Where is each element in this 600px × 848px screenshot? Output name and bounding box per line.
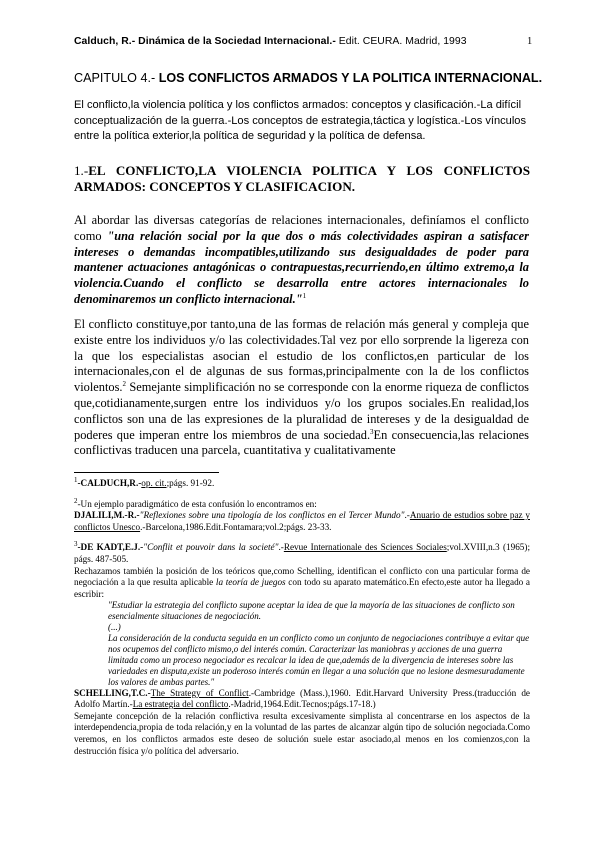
footnote-3-text-1a: Rechazamos también la posición de los teóricos que,como Schelling, identifican el conflicto con una particular forma de negociación a la que resulta aplicable [74,565,530,588]
schelling-citation [74,688,530,711]
footnote-3-title: "Conflit et pouvoir dans la societé" [143,542,279,553]
chapter-heading: LOS CONFLICTOS ARMADOS Y LA POLITICA INTERNACIONAL. [158,71,543,85]
footnote-2-intro-line [74,496,530,511]
footnote-3-journal: Revue Internationale des Sciences Sociales [283,542,447,553]
paragraph-2-part-3: En consecuencia,las relaciones conflictivas traducen una parcela, cuantitativa y cualitativamente [74,427,529,458]
footnote-2-title: "Reflexiones sobre una tipología de los conflictos en el Tercer Mundo" [139,510,405,521]
quote-ellipsis: (...) [108,622,121,633]
schelling-rest-2: .-Madrid,1964.Edit.Tecnos;págs.17-18.) [228,699,376,710]
footnote-3-rest: ;vol.XVIII,n.3 (1965); págs. 487-505. [74,542,531,564]
footnote-3-sep: .- [278,542,284,553]
schelling-translation: La estrategia del conflicto [132,699,229,710]
footnote-3-author: -DE KADT,E.J.- [77,542,144,553]
conflict-definition: "una relación social por la que dos o más colectividades aspiran a satisfacer intereses o demandas incompatibles,utilizando sus desigualdades de poder para mantener actuaciones antagónicas o contrapuestas,recurriendo,en último extremo,a la violencia.Cuando el conflicto se desarrolla entre actores internacionales lo denominaremos un conflicto internacional." [74,228,529,306]
chapter-summary: El conflicto,la violencia política y los conflictos armados: conceptos y clasificación.-La difícil conceptualización de la guerra.-Los conceptos de estrategia,táctica y logística.-Los vínculos entre la política exterior,la política de seguridad y la política de defensa. [74,99,527,143]
paragraph-2-part-1: El conflicto constituye,por tanto,una de las formas de relación más general y compleja que existe entre los individuos y/o las colectividades.Tal vez por ello sorprende la ligereza con la que los especialistas asocian el estudio de los conflictos,en particular de los internacionales,con el de algunas de sus formas,principalmente con la de los conflictos violentos. [74,317,529,395]
footnote-1-mark: 1 [74,475,78,484]
schelling-quote-1: "Estudiar la estrategia del conflicto supone aceptar la idea de que la mayoría de las situaciones de conflicto son esencialmente situaciones de negociación. [108,600,515,622]
footnote-1 [74,475,530,490]
footnote-3 [74,542,530,757]
schelling-author: SCHELLING,T.C.- [74,687,151,698]
paragraph-1-intro: Al abordar las diversas categorías de relaciones internacionales, definíamos el conflicto como [74,213,529,243]
schelling-rest: .-Cambridge (Mass.),1960. Edit.Harvard University Press.(traducción de Adolfo Martín.- [74,687,530,710]
section-heading [74,163,530,195]
footnote-separator [74,472,219,473]
footnote-3-text-1 [74,566,530,601]
schelling-title: The Strategy of Conflict [150,687,249,698]
footnote-1-rest: ;págs. 91-92. [166,478,215,488]
footnote-2-journal: Anuario de estudios sobre paz y conflictos Unesco [74,510,530,532]
paragraph-2-part-2: Semejante simplificación no se corresponde con la enorme riqueza de conflictos que,cotidianamente,surgen entre los individuos y/o los grupos sociales.En realidad,los conflictos son una de las expresiones de la pluralidad de intereses y de la desigualdad de poderes que imperan entre los miembros de una sociedad. [74,380,529,442]
footnote-2-rest: .-Barcelona,1986.Edit.Fontamara;vol.2;págs. 23-33. [140,521,332,532]
footnote-2-mark: 2 [74,496,78,505]
chapter-label: CAPITULO 4.- [74,71,159,85]
footnote-2-author: DJALILI,M.-R.- [74,510,140,521]
footnote-3-text-1-italic: la teoría de juegos [215,577,286,588]
footnote-ref-2: 2 [122,380,127,389]
footnote-ref-1: 1 [302,291,307,300]
footnotes [74,475,531,766]
paragraph-1 [74,213,529,308]
footnote-3-citation [74,542,530,565]
page-number: 1 [527,36,533,47]
footnote-3-text-2: Semejante concepción de la relación conflictiva resulta excesivamente simplista al concentrarse en los aspectos de la interdependencia,propia de toda relación,y en la voluntad de las partes de alcanzar algún tipo de solución negociada.Como veremos, en los conflictos armados este deseo de solución suele estar asociado,al menos en los comienzos,con la destrucción física y/o política del adversario. [74,710,530,756]
header-publication: Edit. CEURA. Madrid, 1993 [335,36,467,47]
running-header [74,36,534,47]
footnote-3-mark: 3 [74,540,78,549]
footnote-2 [74,496,530,534]
footnote-2-intro: -Un ejemplo paradigmático de esta confusión lo encontramos en: [77,498,317,509]
header-author: Calduch, R.- Dinámica de la Sociedad Internacional.- [74,36,336,47]
section-title: EL CONFLICTO,LA VIOLENCIA POLITICA Y LOS CONFLICTOS ARMADOS: CONCEPTOS Y CLASIFICACION. [74,163,530,194]
footnote-1-author: -CALDUCH,R.- [77,478,142,488]
footnote-3-text-1b: con todo su aparato matemático.En efecto,este autor ha llegado a escribir: [74,577,530,599]
section-number: 1.- [74,163,89,178]
chapter-title [74,71,543,85]
paragraph-2 [74,317,529,459]
schelling-quote-2: La consideración de la conducta seguida en un conflicto como un conjunto de negociaciones contribuye a evitar que nos ocupemos del conflicto mismo,o del interés común. Caracterizar las maniobras y acciones de una guerra limitada como un proceso negociador es recalcar la idea de que,además de la divergencia de intereses sobre las variedades en disputa,existe un poderoso interés común en llegar a una solución que no lesione desmesuradamente los valores de ambas partes." [108,633,530,687]
footnote-1-work: op. cit. [141,478,167,488]
footnote-2-citation [74,510,530,533]
footnote-2-sep: .- [404,510,410,521]
footnote-ref-3: 3 [370,427,374,436]
